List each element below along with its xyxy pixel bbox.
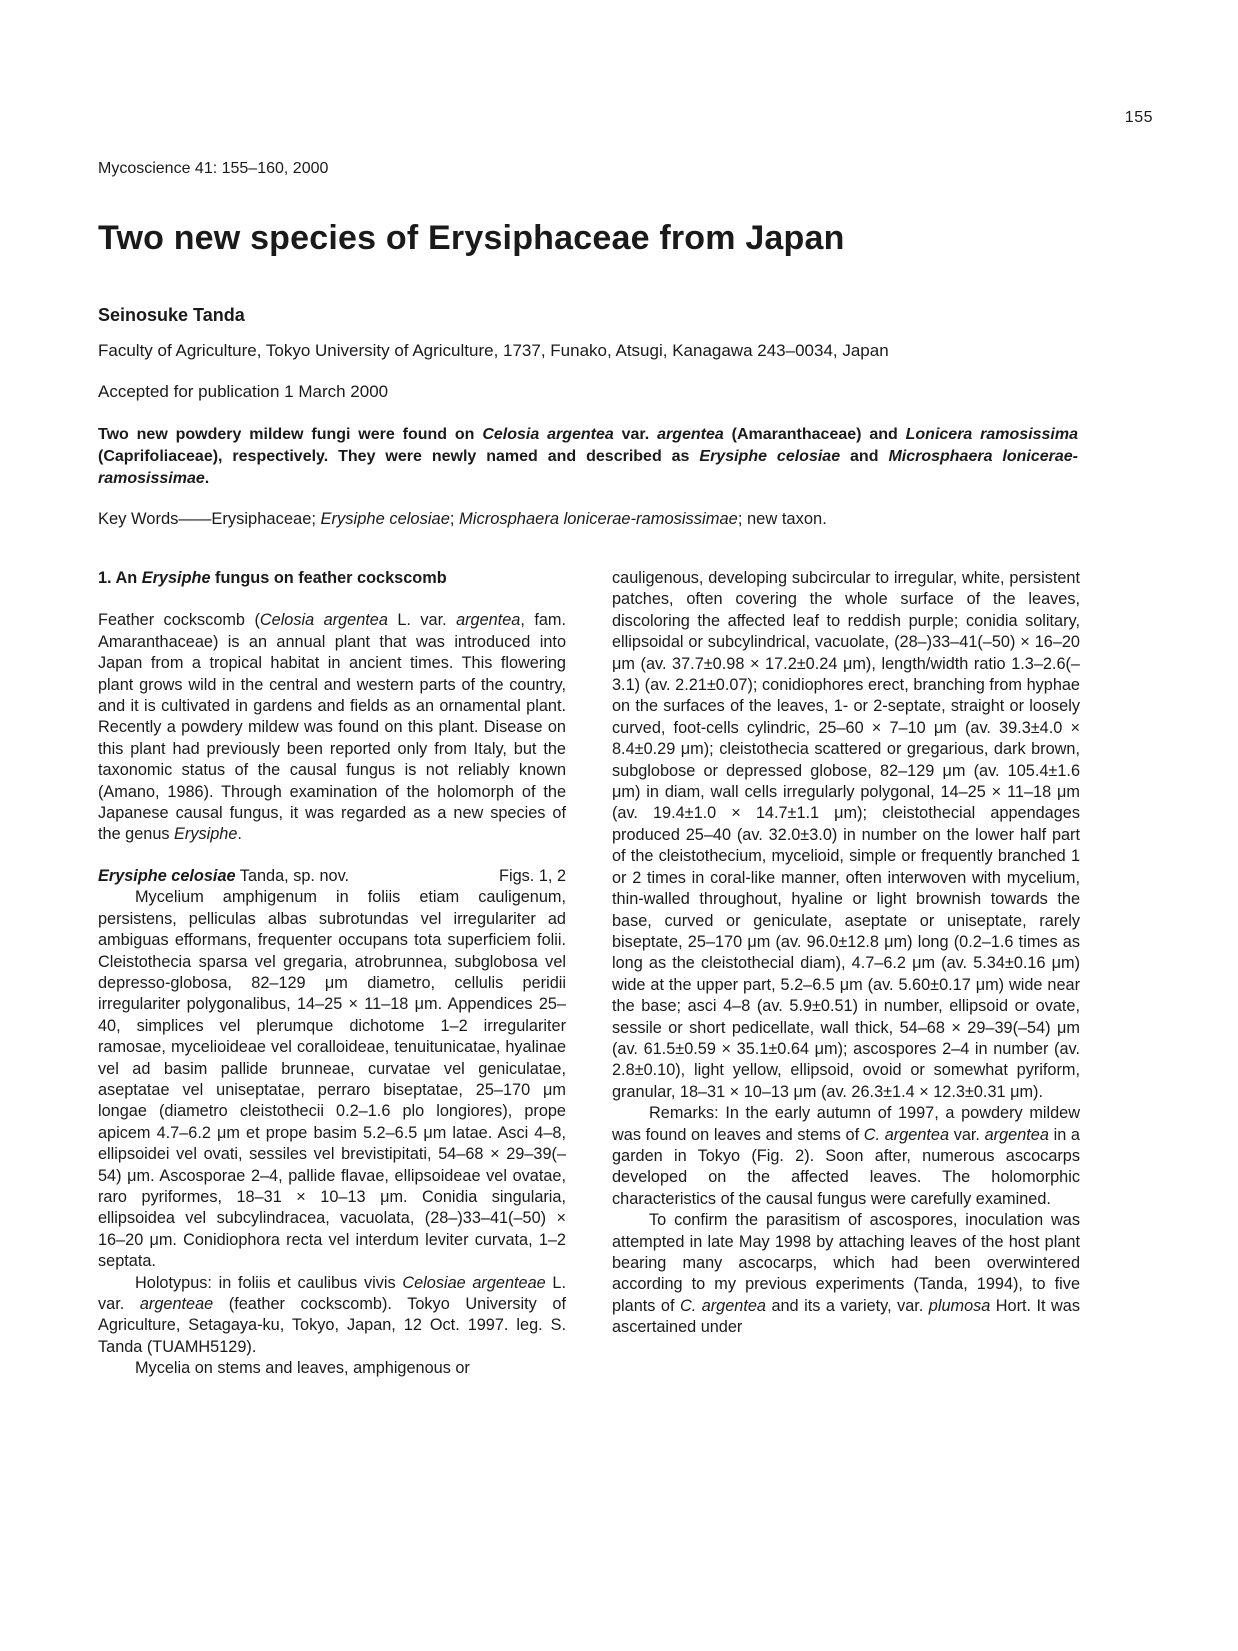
accepted-date: Accepted for publication 1 March 2000: [98, 382, 389, 401]
paper-title: Two new species of Erysiphaceae from Japan: [98, 219, 845, 257]
right-column: [612, 568, 1080, 1339]
description-paragraph: cauligenous, developing subcircular to irregular, white, persistent patches, often covering the whole surface of the leaves, discoloring the affected leaf to reddish purple; conidia solitary, ellipsoidal or subcylindrical, vacuolate, (28–)33–41(–50) × 16–20 μm (av. 37.7±0.98 × 17.2±0.24 μm), length/width ratio 1.3–2.6(–3.1) (av. 2.21±0.07); conidiophores erect, branching from hyphae on the surfaces of the leaves, 1- or 2-septate, straight or loosely curved, foot-cells cylindric, 25–60 × 7–10 μm (av. 39.3±4.0 × 8.4±0.29 μm); cleistothecia scattered or gregarious, dark brown, subglobose or depressed globose, 82–129 μm (av. 105.4±1.6 μm) in diam, wall cells irregularly polygonal, 14–25 × 11–18 μm (av. 19.4±1.0 × 14.7±1.1 μm); cleistothecial appendages produced 25–40 (av. 32.0±3.0) in number on the lower half part of the cleistothecium, mycelioid, simple or frequently branched 1 or 2 times in coral-like manner, often interwoven with mycelium, thin-walled throughout, hyaline or light brownish towards the base, curved or geniculate, aseptate or uniseptate, rarely biseptate, 25–170 μm (av. 96.0±12.8 μm) long (0.2–1.6 times as long as the cleistothecial diam), 4.7–6.2 μm (av. 5.34±0.16 μm) wide at the upper part, 5.2–6.5 μm (av. 5.60±0.17 μm) wide near the base; asci 4–8 (av. 5.9±0.51) in number, ellipsoid or ovate, sessile or short pedicellate, wall thick, 54–68 × 29–39(–54) μm (av. 61.5±0.59 × 35.1±0.64 μm); ascospores 2–4 in number (av. 2.8±0.10), light yellow, ellipsoid, ovoid or somewhat pyriform, granular, 18–31 × 10–13 μm (av. 26.3±1.4 × 12.3±0.31 μm).: [612, 569, 1080, 1101]
species-name: Erysiphe celosiae: [98, 866, 236, 885]
latin-diagnosis: Mycelium amphigenum in foliis etiam cauligenum, persistens, pelliculas albas subrotundas vel irregulariter ad ambiguas efformans, frequenter occupans tota superficiem folii. Cleistothecia sparsa vel gregaria, atrobrunnea, subglobosa vel depresso-globosa, 82–129 μm diametro, cellulis peridii irregulariter polygonalibus, 14–25 × 11–18 μm. Appendices 25–40, simplices vel plerumque dichotome 1–2 irregulariter ramosae, mycelioideae vel coralloideae, tenuitunicatae, hyalinae vel ad basim pallide brunneae, curvatae vel geniculatae, aseptatae vel uniseptatae, perraro biseptatae, 25–170 μm longae (diametro cleistothecii 0.2–1.6 plo longiores), prope apicem 4.7–6.2 μm et prope basim 5.2–6.5 μm latae. Asci 4–8, ellipsoidei vel ovati, sessiles vel brevistipitati, 54–68 × 29–39(–54) μm. Ascosporae 2–4, pallide flavae, ellipsoideae vel ovatae, raro pyriformes, 18–31 × 10–13 μm. Conidia singularia, ellipsoidea vel subcylindracea, vacuolata, (28–)33–41(–50) × 16–20 μm. Conidiophora recta vel interdum leviter curvata, 1–2 septata.: [98, 888, 566, 1271]
inoculation-paragraph: To confirm the parasitism of ascospores, inoculation was attempted in late May 1998 by attaching leaves of the host plant bearing many ascocarps, which had been overwintered according to my previous experiments (Tanda, 1994), to five plants of C. argentea and its a variety, var. plumosa Hort. It was ascertained under: [612, 1211, 1080, 1337]
author-affiliation: Faculty of Agriculture, Tokyo University of Agriculture, 1737, Funako, Atsugi, Kanagawa 243–0034, Japan: [98, 341, 889, 360]
description-start: Mycelia on stems and leaves, amphigenous or: [135, 1359, 470, 1378]
remarks-paragraph: Remarks: In the early autumn of 1997, a powdery mildew was found on leaves and stems of C. argentea var. argentea in a garden in Tokyo (Fig. 2). Soon after, numerous ascocarps developed on the affected leaves. The holomorphic characteristics of the causal fungus were carefully examined.: [612, 1104, 1080, 1208]
intro-paragraph: Feather cockscomb (Celosia argentea L. var. argentea, fam. Amaranthaceae) is an annual plant that was introduced into Japan from a tropical habitat in ancient times. This flowering plant grows wild in the central and western parts of the country, and it is cultivated in gardens and fields as an ornamental plant. Recently a powdery mildew was found on this plant. Disease on this plant had previously been reported only from Italy, but the taxonomic status of the causal fungus is not reliably known (Amano, 1986). Through examination of the holomorph of the Japanese causal fungus, it was regarded as a new species of the genus Erysiphe.: [98, 611, 566, 844]
author-name: Seinosuke Tanda: [98, 305, 245, 325]
section-heading: 1. An Erysiphe fungus on feather cockscomb: [98, 569, 447, 587]
key-words: Key Words——Erysiphaceae; Erysiphe celosiae; Microsphaera lonicerae-ramosissimae; new taxon.: [98, 510, 827, 528]
abstract: Two new powdery mildew fungi were found on Celosia argentea var. argentea (Amaranthaceae) and Lonicera ramosissima (Caprifoliaceae), respectively. They were newly named and described as Erysiphe celosiae and Microsphaera lonicerae-ramosissimae.: [98, 426, 1079, 487]
figure-reference: Figs. 1, 2: [499, 866, 566, 885]
holotype-paragraph: Holotypus: in foliis et caulibus vivis Celosiae argenteae L. var. argenteae (feather cockscomb). Tokyo University of Agriculture, Setagaya-ku, Tokyo, Japan, 12 Oct. 1997. leg. S. Tanda (TUAMH5129).: [98, 1273, 567, 1356]
journal-reference: Mycoscience 41: 155–160, 2000: [98, 160, 329, 177]
page-number: 155: [1124, 109, 1153, 126]
left-column: [98, 568, 566, 1380]
species-heading: Erysiphe celosiae Tanda, sp. nov. Figs. 1, 2: [98, 866, 566, 887]
